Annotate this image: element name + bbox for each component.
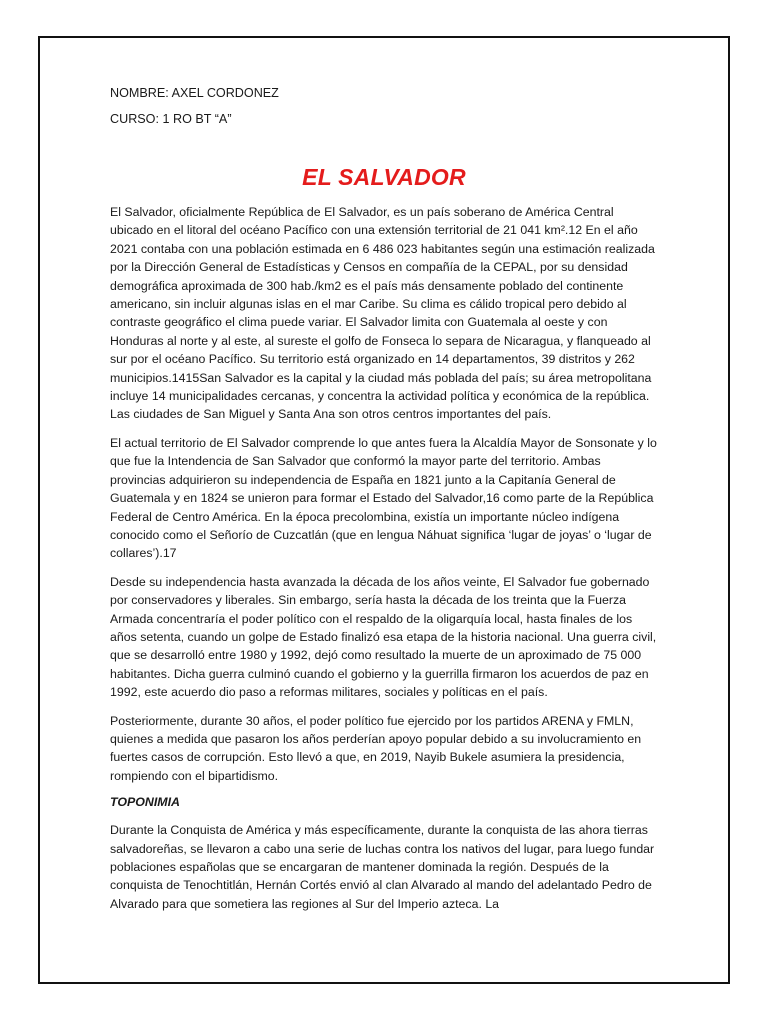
paragraph-politics: Posteriormente, durante 30 años, el poder político fue ejercido por los partidos ARENA y FMLN, quienes a medida que pasaron los años perderían apoyo popular debido a su involucramiento en fuertes casos de corrupción. Esto llevó a que, en 2019, Nayib Bukele asumiera la presidencia, rompiendo con el bipartidismo.	[110, 713, 642, 783]
document-content	[110, 86, 658, 923]
paragraph-territory: El actual territorio de El Salvador comprende lo que antes fuera la Alcaldía Mayor de Sonsonate y lo que fue la Intendencia de San Salvador que conformó la mayor parte del territorio. Ambas provincias adquirieron su independencia de España en 1821 junto a la Capitanía General de Guatemala y en 1824 se unieron para formar el Estado del Salvador,16 como parte de la República Federal de Centro América. En la época precolombina, existía un importante núcleo indígena conocido como el Señorío de Cuzcatlán (que en lengua Náhuat significa ‘lugar de joyas’ o ‘lugar de collares’).17	[110, 435, 657, 561]
student-name: NOMBRE: AXEL CORDONEZ	[110, 86, 279, 100]
paragraph-intro: El Salvador, oficialmente República de El Salvador, es un país soberano de América Central ubicado en el litoral del océano Pacífico con una extensión territorial de 21 041 km².12 En el año 2021 contaba con una población estimada en 6 486 023 habitantes según una estimación realizada por la Dirección General de Estadísticas y Censos en compañía de la CEPAL, por su densidad demográfica aproximada de 300 hab./km2 es el país más densamente poblado del continente americano, sin incluir algunas islas en el mar Caribe. Su clima es cálido tropical pero debido al contraste geográfico el clima puede variar. El Salvador limita con Guatemala al oeste y con Honduras al norte y al este, al sureste el golfo de Fonseca lo separa de Nicaragua, y flanqueado al sur por el océano Pacífico. Su territorio está organizado en 14 departamentos, 39 distritos y 262 municipios.1415San Salvador es la capital y la ciudad más poblada del país; su área metropolitana incluye 14 municipalidades cercanas, y concentra la actividad política y económica de la república. Las ciudades de San Miguel y Santa Ana son otros centros importantes del país.	[110, 205, 655, 422]
paragraph-history: Desde su independencia hasta avanzada la década de los años veinte, El Salvador fue gobernado por conservadores y liberales. Sin embargo, sería hasta la década de los treinta que la Fuerza Armada concentraría el poder político con el respaldo de la oligarquía local, hasta finales de los años setenta, cuando un golpe de Estado finalizó esa etapa de la historia nacional. Una guerra civil, que se desarrolló entre 1980 y 1992, dejó como resultado la muerte de un aproximado de 75 000 habitantes. Dicha guerra culminó cuando el gobierno y la guerrilla firmaron los acuerdos de paz en 1992, este acuerdo dio paso a reformas militares, sociales y políticas en el país.	[110, 574, 657, 700]
course-line: CURSO: 1 RO BT “A”	[110, 112, 232, 126]
section-heading-toponimia: TOPONIMIA	[110, 795, 180, 810]
document-title: EL SALVADOR	[302, 164, 466, 190]
paragraph-toponimia: Durante la Conquista de América y más específicamente, durante la conquista de las ahora tierras salvadoreñas, se llevaron a cabo una serie de luchas contra los nativos del lugar, para luego fundar poblaciones españolas que se encargaran de mantener dominada la región. Después de la conquista de Tenochtitlán, Hernán Cortés envió al clan Alvarado al mando del adelantado Pedro de Alvarado para que sometiera las regiones al Sur del Imperio azteca. La	[110, 823, 655, 911]
